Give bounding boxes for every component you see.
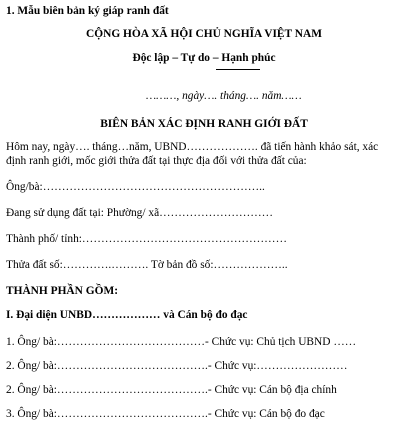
field-address: Đang sử dụng đất tại: Phường/ xã………………………… [6, 207, 274, 219]
field-city: Thành phố/ tỉnh:……………………………………………… [6, 233, 287, 245]
composition-heading: THÀNH PHẦN GỒM: [6, 285, 118, 297]
member-line-2: 2. Ông/ bà:………………………………….- Chức vụ:…………………… [6, 360, 348, 372]
member-line-1: 1. Ông/ bà:…………………………………- Chức vụ: Chủ tịch UBND …… [6, 336, 357, 348]
field-owner: Ông/bà:………………………………………………….. [6, 181, 265, 193]
section-heading: 1. Mẫu biên bản ký giáp ranh đất [6, 5, 169, 17]
field-parcel: Thửa đất số:………….………. Tờ bản đồ số:……………….. [6, 259, 288, 271]
motto: Độc lập – Tự do – Hạnh phúc [132, 52, 276, 64]
intro-line-1: Hôm nay, ngày…. tháng…năm, UBND………………. đã tiến hành khảo sát, xác [6, 141, 379, 153]
national-title: CỘNG HÒA XÃ HỘI CHỦ NGHĨA VIỆT NAM [86, 28, 322, 40]
document-title: BIÊN BẢN XÁC ĐỊNH RANH GIỚI ĐẤT [100, 118, 308, 130]
section-one-heading: I. Đại diện UNBD……………… và Cán bộ đo đạc [6, 309, 248, 321]
date-line: ………, ngày…. tháng…. năm…… [146, 90, 302, 102]
member-line-4: 3. Ông/ bà:………………………………….- Chức vụ: Cán bộ đo đạc [6, 408, 325, 420]
motto-underline [216, 69, 260, 70]
member-line-3: 2. Ông/ bà:………………………………….- Chức vụ: Cán bộ địa chính [6, 384, 337, 396]
intro-line-2: định ranh giới, mốc giới thửa đất tại thực địa đối với thửa đất của: [6, 155, 307, 167]
